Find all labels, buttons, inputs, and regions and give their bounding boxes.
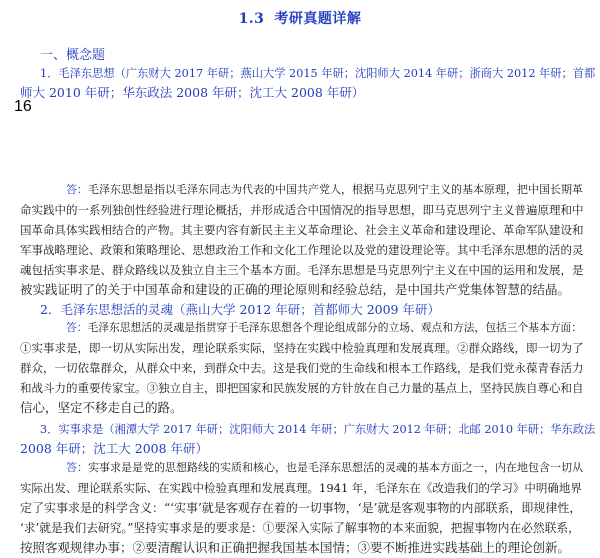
answer-1 bbox=[20, 180, 588, 300]
answer-2-line: 毛泽东思想活的灵魂是指贯穿于毛泽东思想各个理论组成部分的立场、观点和方法，包括三个基本方面： bbox=[87, 321, 583, 334]
answer-2-line: 群众，一切依靠群众，从群众中来，到群众中去。这是我们党的生命线和根本工作路线，是我们党永葆青春活力 bbox=[20, 361, 584, 375]
question-3-source-cont bbox=[20, 439, 588, 458]
part-heading: 一、概念题 bbox=[40, 48, 106, 63]
page-number: 16 bbox=[14, 98, 32, 115]
question-1-source-cont bbox=[20, 83, 588, 102]
answer-3 bbox=[20, 458, 588, 558]
answer-1-line: 魂包括实事求是、群众路线以及独立自主三个基本方面。毛泽东思想是马克思列宁主义在中国的运用和发展，是 bbox=[20, 263, 584, 277]
answer-1-line: 军事战略理论、政策和策略理论、思想政治工作和文化工作理论以及党的建设理论等。其中毛泽东思想的活的灵 bbox=[20, 243, 584, 257]
question-3-heading bbox=[40, 420, 595, 439]
answer-3-line: 定了实事求是的科学含义：“‘实事’就是客观存在着的一切事物，‘是’就是客观事物的内部联系，即规律性， bbox=[20, 501, 582, 515]
answer-1-line: 被实践证明了的关于中国革命和建设的正确的理论原则和经验总结，是中国共产党集体智慧的结晶。 bbox=[20, 282, 571, 297]
section-title-text: 考研真题详解 bbox=[274, 11, 362, 27]
section-title bbox=[0, 8, 600, 28]
question-1-lead: 1．毛泽东思想 bbox=[40, 67, 115, 80]
question-2-lead: 2．毛泽东思想活的灵魂 bbox=[40, 302, 173, 317]
question-3-source: （湘潭大学 2017 年研；沈阳师大 2014 年研；广东财大 2012 年研；北邮 2010 年研；华东政法 bbox=[103, 423, 596, 436]
answer-1-label: 答： bbox=[66, 183, 88, 196]
answer-1-line: 命实践中的一系列独创性经验进行理论概括，并形成适合中国情况的指导思想，即马克思列宁主义普遍原理和中 bbox=[20, 203, 584, 217]
question-1-heading bbox=[40, 64, 595, 83]
question-3-lead: 3．实事求是 bbox=[40, 423, 104, 436]
answer-2-label: 答： bbox=[66, 321, 88, 334]
question-2-heading bbox=[40, 300, 595, 319]
question-1-source: （广东财大 2017 年研；燕山大学 2015 年研；沈阳师大 2014 年研；浙商大 2012 年研；首都 bbox=[114, 67, 596, 80]
question-2-source: （燕山大学 2012 年研；首都师大 2009 年研） bbox=[172, 302, 440, 317]
answer-3-line: 实际出发、理论联系实际、在实践中检验真理和发展真理。1941 年，毛泽东在《改造我们的学习》中明确地界 bbox=[20, 481, 582, 495]
section-number: 1.3 bbox=[238, 11, 265, 27]
answer-2-line: 信心，坚定不移走自己的路。 bbox=[20, 400, 183, 415]
answer-3-line: 按照客观规律办事；②要清醒认识和正确把握我国基本国情；③要不断推进实践基础上的理论创新。 bbox=[20, 540, 571, 555]
answer-3-line: 实事求是是党的思想路线的实质和核心，也是毛泽东思想活的灵魂的基本方面之一，内在地包含一切从 bbox=[88, 461, 583, 474]
answer-3-line: ‘求’就是我们去研究。”坚持实事求是的要求是：①要深入实际了解事物的本来面貌，把握事物内在必然联系， bbox=[20, 521, 580, 535]
answer-2-line: 和战斗力的重要传家宝。③独立自主，即把国家和民族发展的方针放在自己力量的基点上，坚持民族自尊心和自 bbox=[20, 381, 584, 395]
answer-2 bbox=[20, 318, 588, 418]
answer-1-line: 毛泽东思想是指以毛泽东同志为代表的中国共产党人，根据马克思列宁主义的基本原理，把中国长期革 bbox=[88, 183, 583, 196]
question-1-source-line2: 师大 2010 年研；华东政法 2008 年研；沈工大 2008 年研） bbox=[20, 85, 365, 100]
answer-2-line: ①实事求是，即一切从实际出发，理论联系实际，坚持在实践中检验真理和发展真理。②群众路线，即一切为了 bbox=[20, 341, 584, 355]
answer-3-label: 答： bbox=[66, 461, 88, 474]
question-3-source-line2: 2008 年研；沈工大 2008 年研） bbox=[20, 441, 209, 456]
answer-1-line: 国革命具体实践相结合的产物。其主要内容有新民主主义革命理论、社会主义革命和建设理论、革命军队建设和 bbox=[20, 223, 584, 237]
